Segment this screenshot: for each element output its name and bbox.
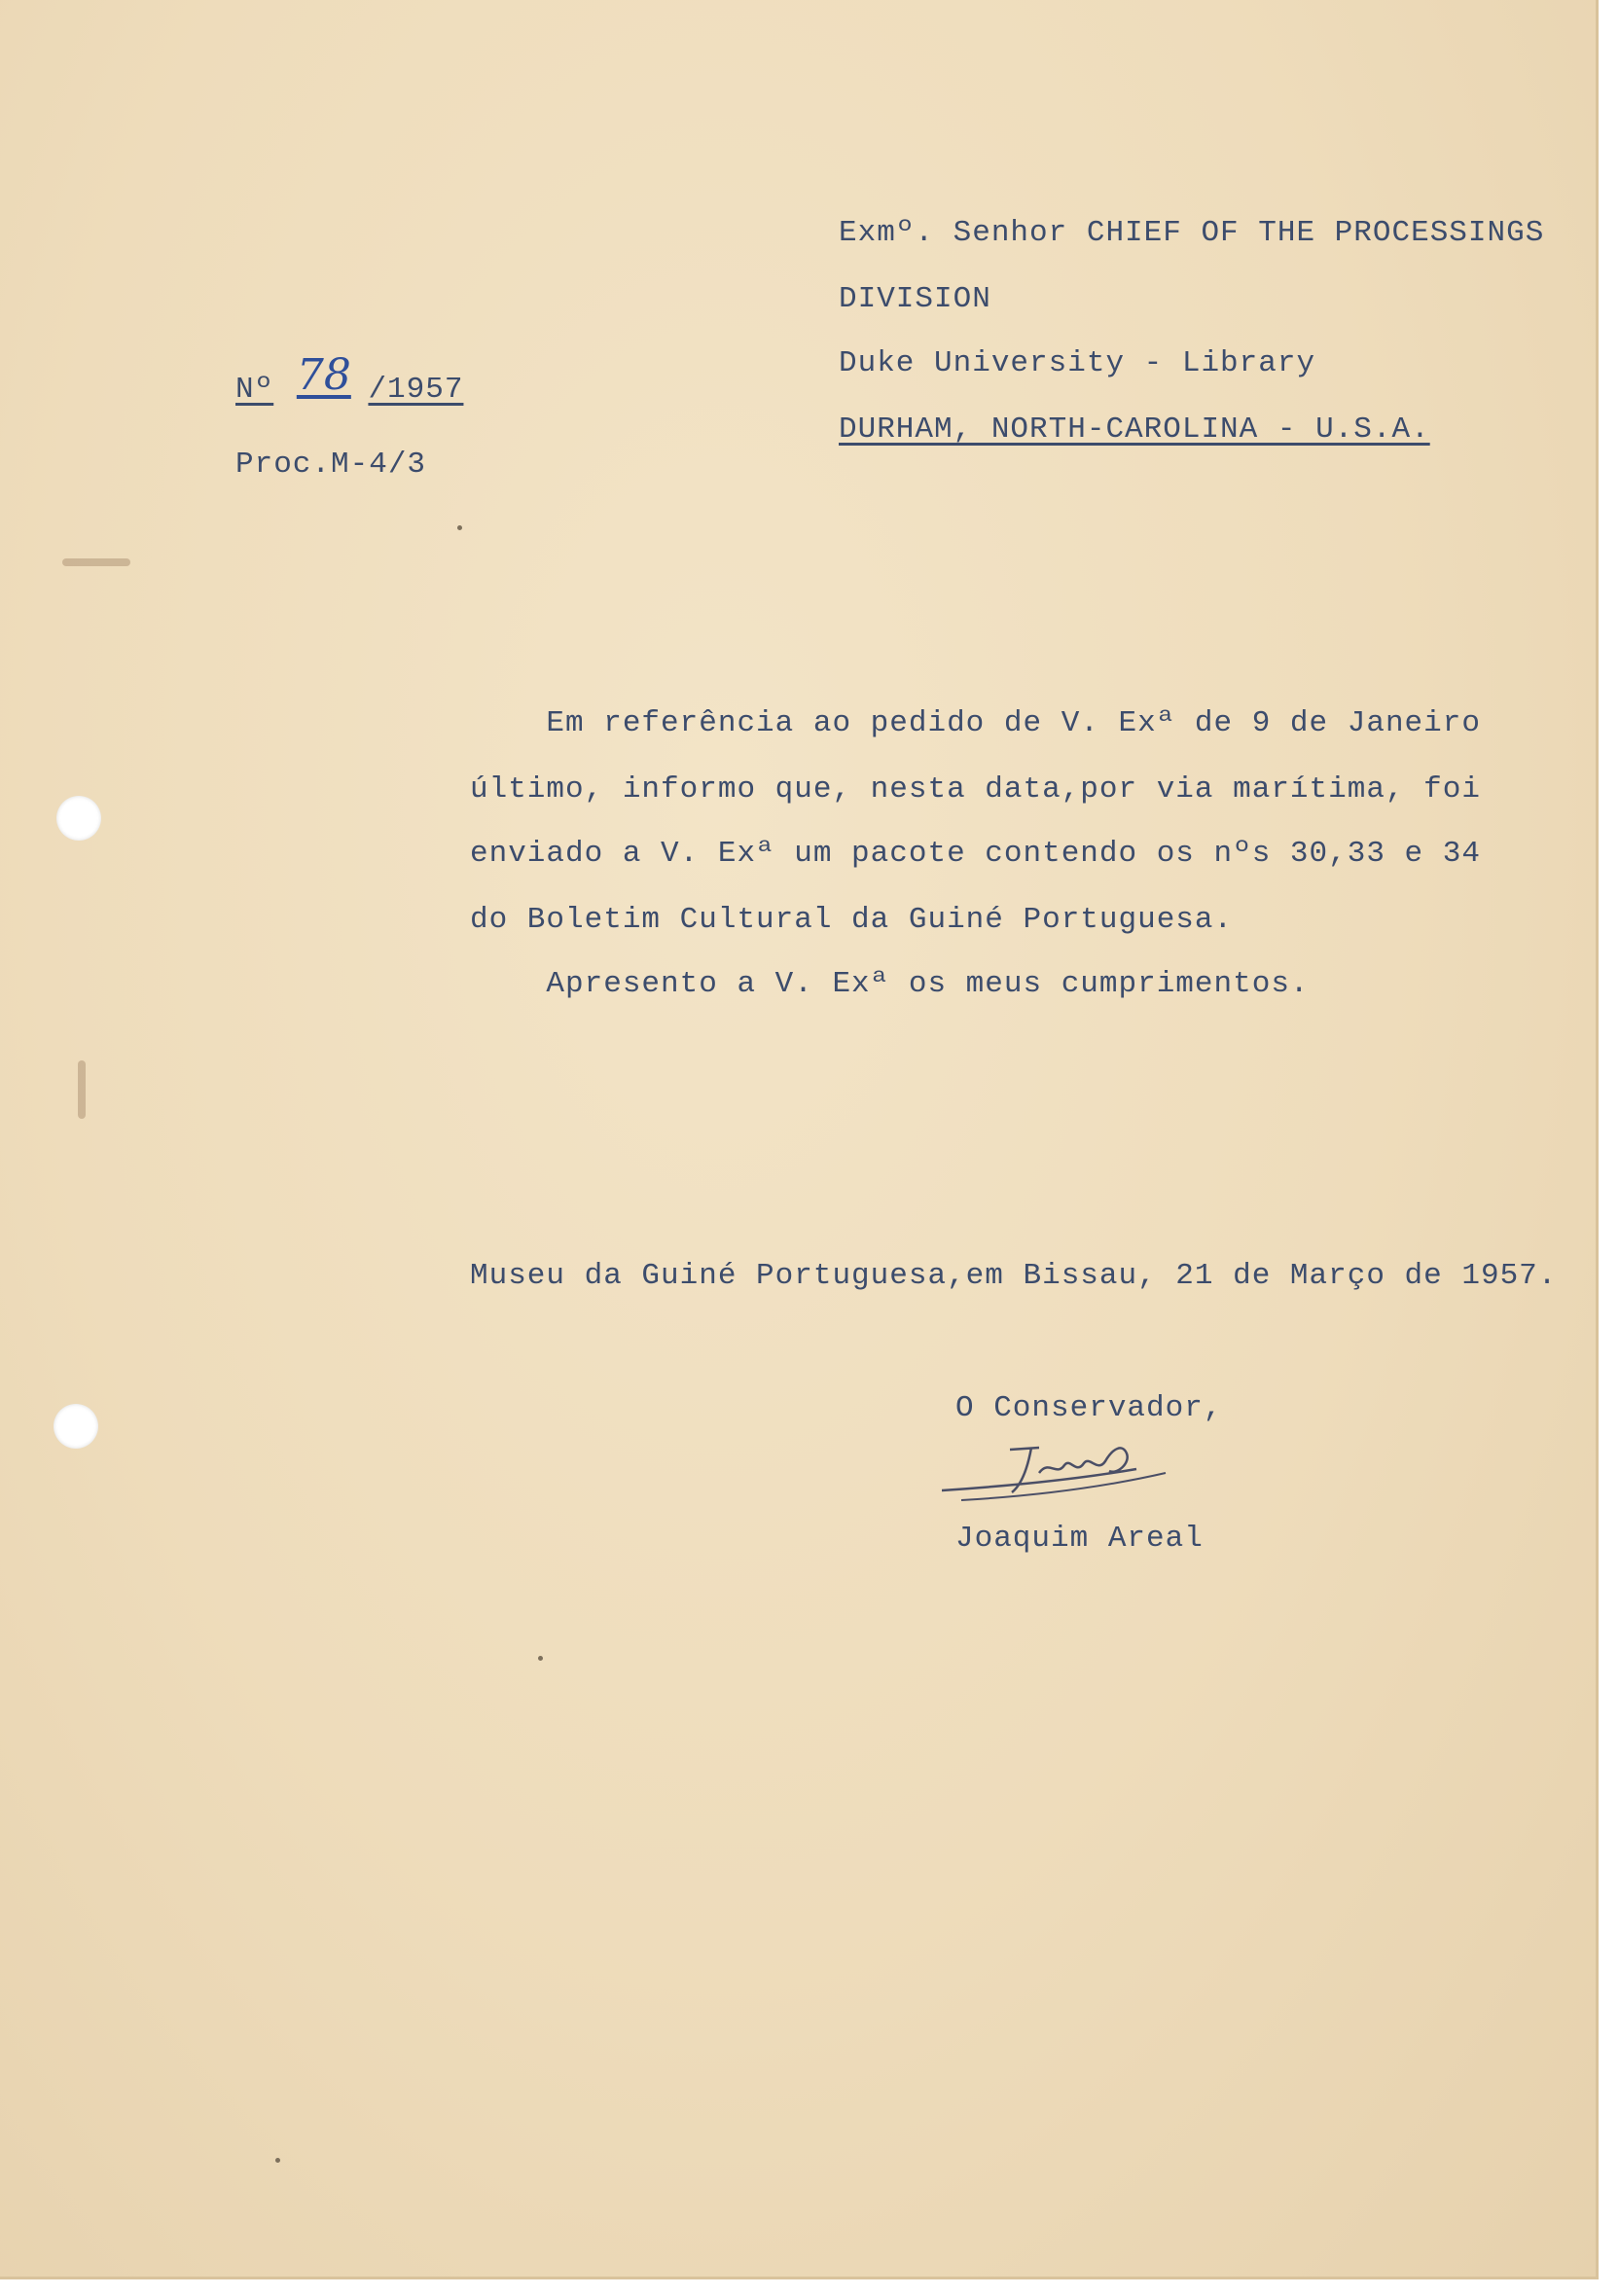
punch-hole-top [56,796,101,841]
recipient-line-4: DURHAM, NORTH-CAROLINA - U.S.A. [839,413,1430,447]
paper-stain [62,558,130,566]
reference-year: /1957 [368,373,464,407]
paper-speck [457,525,462,530]
reference-prefix: Nº [235,373,274,407]
closing-line: Apresento a V. Exª os meus cumprimentos. [470,967,1310,1001]
body-line-4: do Boletim Cultural da Guiné Portuguesa. [470,903,1234,937]
handwritten-signature [942,1430,1205,1508]
process-code: Proc.M-4/3 [235,448,427,482]
body-line-3: enviado a V. Exª um pacote contendo os nºs 30,33 e 34 [470,837,1481,871]
recipient-line-1: Exmº. Senhor CHIEF OF THE PROCESSINGS [839,216,1545,250]
signatory-name: Joaquim Areal [955,1522,1204,1556]
recipient-line-3: Duke University - Library [839,346,1316,380]
reference-number-handwritten: 78 [296,350,351,400]
recipient-line-2: DIVISION [839,282,991,316]
signature-title: O Conservador, [955,1391,1223,1425]
place-date: Museu da Guiné Portuguesa,em Bissau, 21 de Março de 1957. [470,1259,1558,1293]
paper-stain [78,1060,86,1119]
punch-hole-bottom [54,1404,98,1449]
body-line-2: último, informo que, nesta data,por via marítima, foi [470,772,1481,807]
reference-number [235,350,464,407]
body-line-1: Em referência ao pedido de V. Exª de 9 de Janeiro [470,706,1481,740]
paper-speck [275,2158,280,2163]
paper-speck [538,1656,543,1661]
